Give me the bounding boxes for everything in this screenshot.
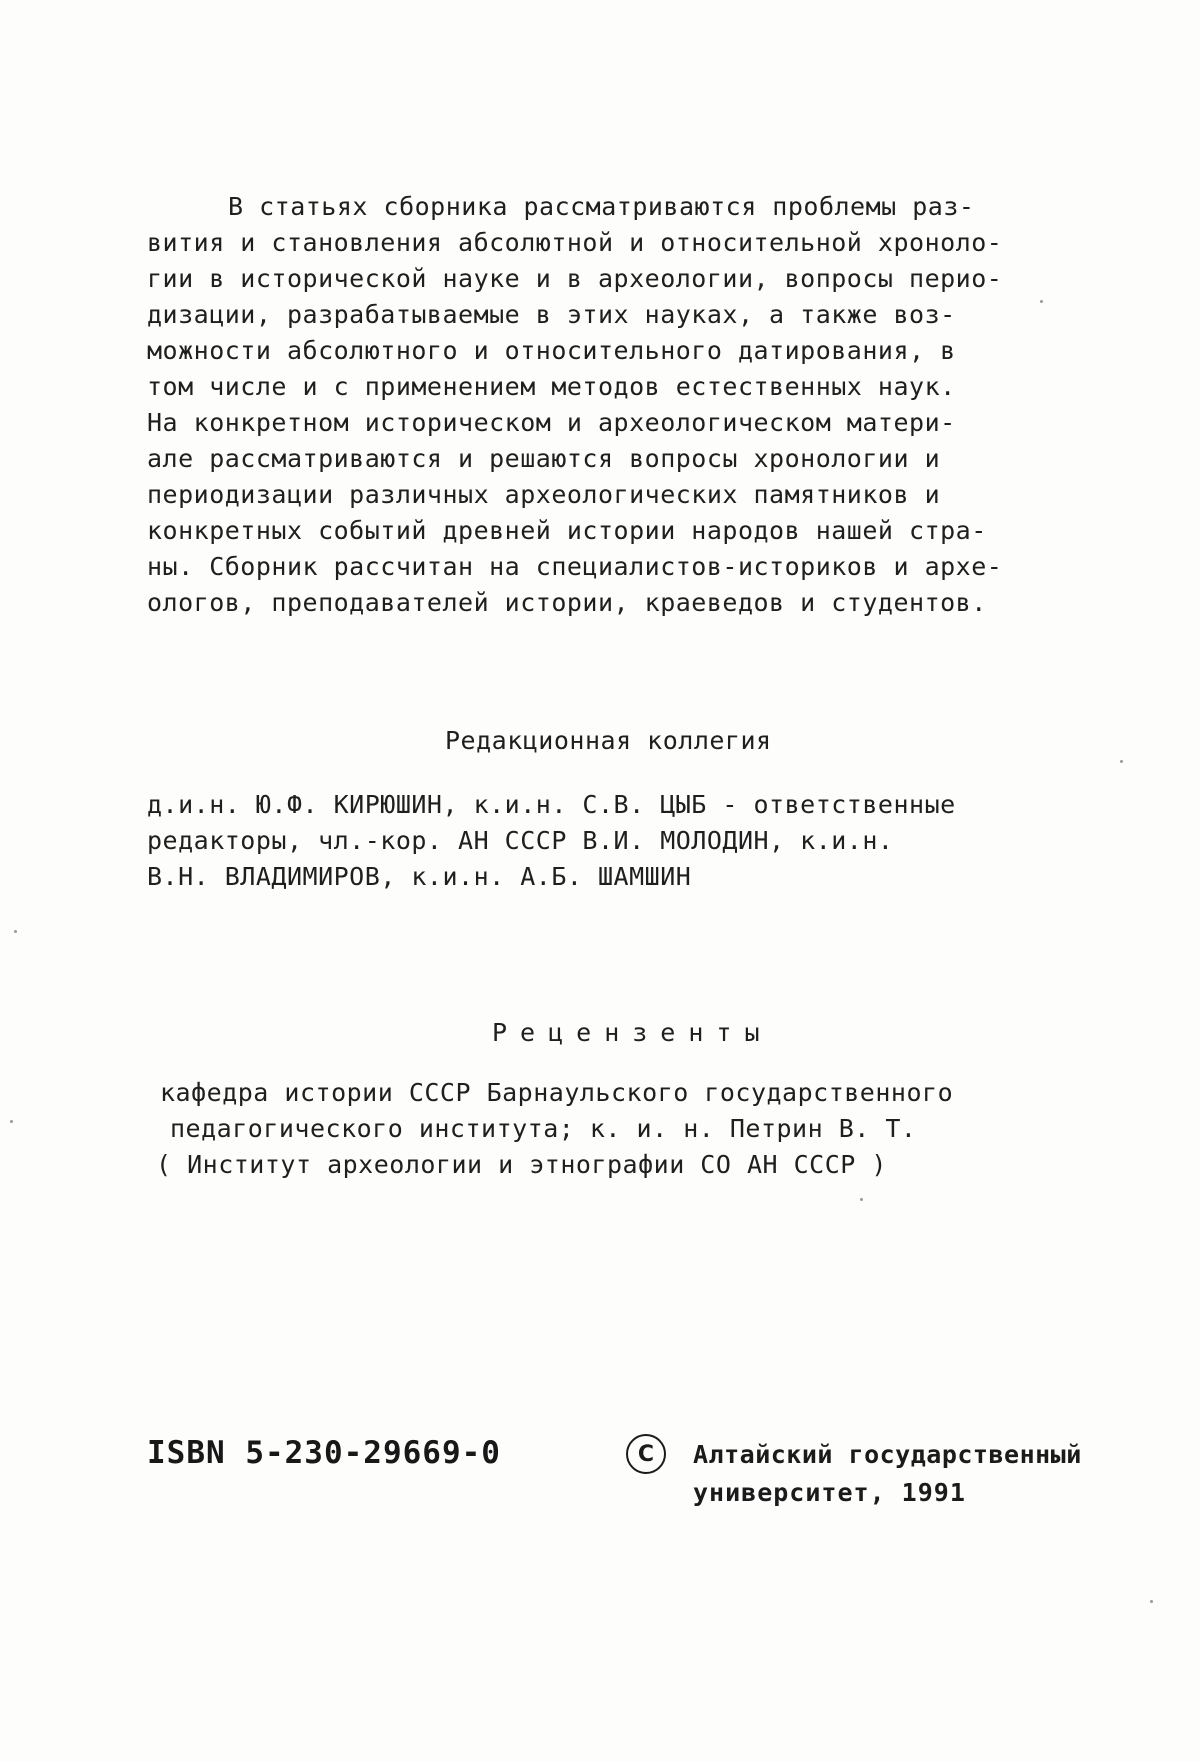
scan-speck: [10, 1120, 13, 1123]
editorial-board-line: д.и.н. Ю.Ф. КИРЮШИН, к.и.н. С.В. ЦЫБ - ответственные: [147, 790, 956, 819]
publisher-line: университет, 1991: [693, 1478, 966, 1507]
abstract-line: дизации, разрабатываемые в этих науках, а также воз-: [147, 300, 956, 329]
reviewers-heading: Рецензенты: [492, 1018, 773, 1047]
abstract-line: можности абсолютного и относительного датирования, в: [147, 336, 956, 365]
abstract-line: В статьях сборника рассматриваются проблемы раз-: [228, 192, 975, 221]
reviewers-line: кафедра истории СССР Барнаульского государственного: [160, 1078, 954, 1107]
editorial-board-line: редакторы, чл.-кор. АН СССР В.И. МОЛОДИН, к.и.н.: [147, 826, 894, 855]
abstract-line: ны. Сборник рассчитан на специалистов-историков и архе-: [147, 552, 1003, 581]
scan-speck: [860, 1198, 863, 1201]
abstract-line: гии в исторической науке и в археологии, вопросы перио-: [147, 264, 1003, 293]
abstract-line: На конкретном историческом и археологическом матери-: [147, 408, 956, 437]
abstract-line: том числе и с применением методов естественных наук.: [147, 372, 956, 401]
scan-speck: [1150, 1600, 1153, 1603]
abstract-line: але рассматриваются и решаются вопросы хронологии и: [147, 444, 941, 473]
abstract-line: периодизации различных археологических памятников и: [147, 480, 941, 509]
reviewers-line: педагогического института; к. и. н. Петрин В. Т.: [170, 1114, 917, 1143]
scan-speck: [14, 930, 17, 933]
scan-speck: [1120, 760, 1123, 763]
publisher-line: Алтайский государственный: [693, 1440, 1082, 1469]
abstract-line: ологов, преподавателей истории, краеведов и студентов.: [147, 588, 987, 617]
editorial-board-line: В.Н. ВЛАДИМИРОВ, к.и.н. А.Б. ШАМШИН: [147, 862, 692, 891]
editorial-board-heading: Редакционная коллегия: [445, 726, 772, 755]
copyright-icon: C: [626, 1434, 666, 1474]
scan-speck: [1040, 300, 1043, 303]
abstract-line: конкретных событий древней истории народов нашей стра-: [147, 516, 987, 545]
isbn-number: ISBN 5-230-29669-0: [147, 1435, 501, 1471]
abstract-line: вития и становления абсолютной и относительной хроноло-: [147, 228, 1003, 257]
reviewers-line: ( Институт археологии и этнографии СО АН СССР ): [156, 1150, 887, 1179]
